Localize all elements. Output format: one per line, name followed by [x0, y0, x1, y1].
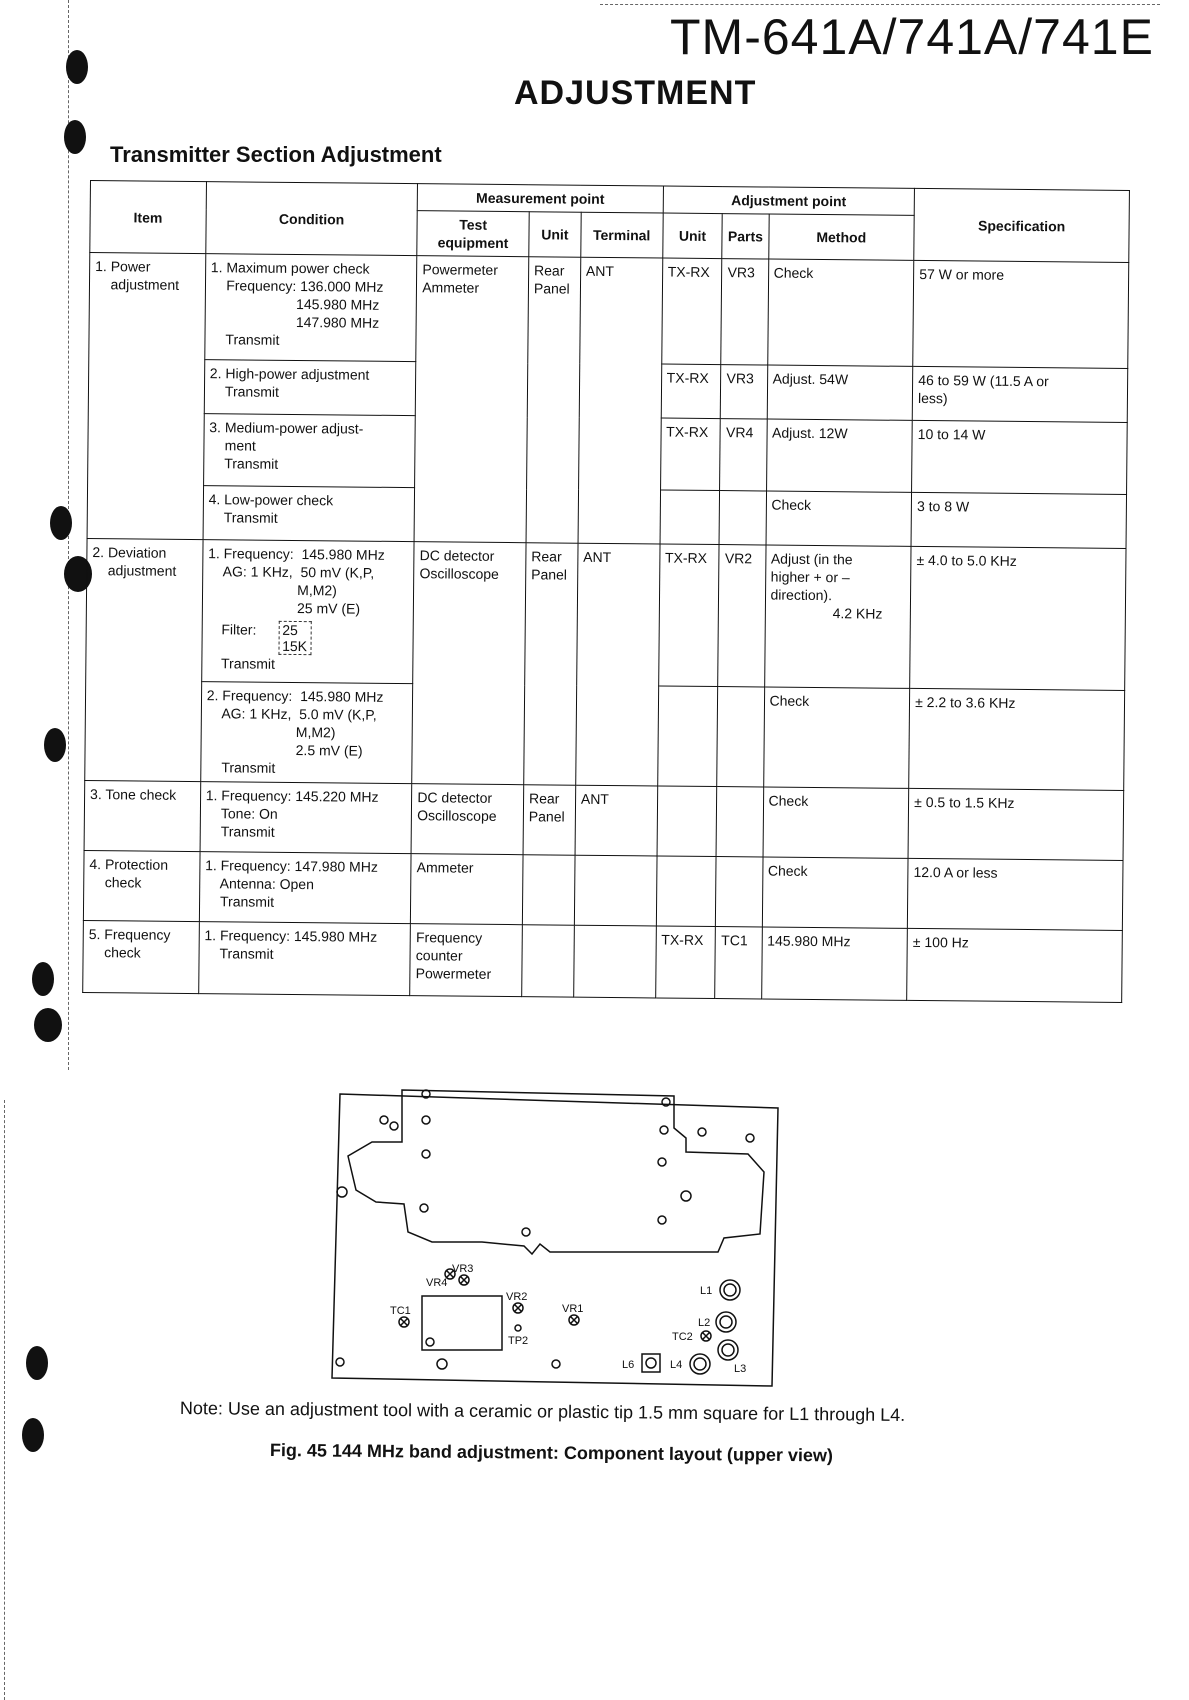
spec-deviation-2: ± 2.2 to 3.6 KHz: [915, 693, 1016, 711]
model-title: TM-641A/741A/741E: [670, 9, 1154, 65]
page-heading: ADJUSTMENT: [514, 74, 757, 112]
label-l4: L4: [670, 1359, 683, 1371]
trimmer-vr2: [513, 1303, 523, 1313]
filter-box: [278, 621, 311, 655]
terminal-power: ANT: [585, 262, 615, 280]
trimmer-tc1: [399, 1317, 409, 1327]
condition-max-power: 1. Maximum power check Frequency: 136.000 MHz 145.980 MHz 147.980 MHz Transmit: [210, 259, 384, 348]
header-unit: Unit: [529, 212, 581, 257]
coil-l6: [642, 1354, 660, 1372]
header-terminal: Terminal: [581, 212, 663, 258]
equipment-protection: Ammeter: [416, 859, 474, 876]
scan-edge-top: [600, 4, 1160, 5]
trimmer-tc2: [701, 1331, 711, 1341]
unit-tone: Rear Panel: [528, 790, 565, 825]
transmitter-adjustment-table: [82, 180, 1130, 1003]
label-l2: L2: [698, 1317, 711, 1329]
component-layout-diagram: [326, 1082, 816, 1392]
part-medium-power: VR4: [726, 424, 754, 441]
method-max-power: Check: [773, 264, 814, 281]
punch-hole: [50, 506, 72, 540]
adj-unit-protection-empty: [656, 856, 717, 927]
unit-power: Rear Panel: [533, 262, 570, 297]
test-point-tp2: [515, 1325, 521, 1331]
figure-caption: Fig. 45 144 MHz band adjustment: Component layout (upper view): [269, 1440, 834, 1466]
item-frequency-check: 5. Frequency check: [88, 926, 171, 961]
header-item: Item: [90, 181, 206, 254]
label-tp2: TP2: [508, 1335, 529, 1347]
part-tone-empty: [717, 787, 764, 857]
method-high-power: Adjust. 54W: [772, 370, 849, 388]
header-parts: Parts: [722, 214, 768, 259]
part-deviation: VR2: [724, 550, 753, 567]
equipment-frequency: Frequency counter Powermeter: [415, 929, 492, 982]
condition-frequency: 1. Frequency: 145.980 MHz Transmit: [204, 927, 378, 962]
header-adjustment-point: Adjustment point: [663, 186, 915, 215]
adj-unit-low-power-empty: [660, 490, 720, 545]
unit-protection-empty: [522, 855, 575, 925]
part-max-power: VR3: [727, 264, 755, 281]
part-high-power: VR3: [726, 370, 754, 387]
shield-outline: [348, 1090, 764, 1254]
label-vr1: VR1: [562, 1303, 584, 1315]
coil-l2: [716, 1312, 736, 1332]
board-outline: [332, 1094, 778, 1386]
spec-deviation-1: ± 4.0 to 5.0 KHz: [916, 551, 1017, 569]
punch-hole: [22, 1418, 44, 1452]
trimmer-vr3: [459, 1275, 469, 1285]
label-tc2: TC2: [672, 1331, 693, 1343]
condition-tone: 1. Frequency: 145.220 MHz Tone: On Transmit: [205, 787, 379, 840]
filter-label: Filter:: [221, 621, 257, 638]
punch-hole: [66, 50, 88, 84]
unit-deviation: Rear Panel: [531, 548, 568, 583]
equipment-tone: DC detector Oscilloscope: [417, 789, 497, 824]
condition-low-power: 4. Low-power check Transmit: [208, 491, 334, 526]
condition-medium-power: 3. Medium-power adjust- ment Transmit: [208, 419, 364, 472]
method-medium-power: Adjust. 12W: [772, 424, 848, 442]
unit-frequency-empty: [522, 925, 575, 997]
terminal-tone: ANT: [580, 790, 609, 808]
adj-unit-max-power: TX-RX: [667, 263, 710, 280]
part-deviation-2-empty: [717, 687, 764, 787]
condition-protection: 1. Frequency: 147.980 MHz Antenna: Open Transmit: [204, 857, 378, 910]
spec-high-power: 46 to 59 W (11.5 A or less): [917, 371, 1049, 407]
part-frequency: TC1: [721, 932, 748, 949]
header-measurement-point: Measurement point: [418, 184, 664, 213]
label-tc1: TC1: [390, 1305, 411, 1317]
header-method: Method: [768, 214, 914, 260]
coil-l1: [720, 1280, 740, 1300]
coil-l4: [690, 1354, 710, 1374]
trimmer-vr1: [569, 1315, 579, 1325]
label-l1: L1: [700, 1285, 713, 1297]
condition-deviation-2: 2. Frequency: 145.980 MHz AG: 1 KHz, 5.0 mV (K,P, M,M2) 2.5 mV (E) Transmit: [205, 687, 384, 776]
terminal-protection-empty: [574, 855, 656, 926]
coil-l3: [718, 1340, 738, 1360]
label-vr3: VR3: [452, 1263, 474, 1275]
adj-unit-frequency: TX-RX: [661, 931, 704, 948]
spec-max-power: 57 W or more: [919, 265, 1005, 283]
spec-tone: ± 0.5 to 1.5 KHz: [914, 793, 1015, 811]
punch-hole: [64, 120, 86, 154]
adj-unit-deviation: TX-RX: [664, 549, 708, 566]
adjustment-note: Note: Use an adjustment tool with a ceramic or plastic tip 1.5 mm square for L1 through L4.: [179, 1398, 906, 1425]
equipment-deviation: DC detector Oscilloscope: [419, 547, 499, 582]
method-deviation-2: Check: [769, 692, 810, 709]
filter-option-25: 25: [282, 621, 298, 639]
label-l6: L6: [622, 1359, 635, 1371]
adj-unit-high-power: TX-RX: [666, 369, 709, 386]
condition-deviation-1-transmit: Transmit: [220, 655, 276, 672]
adj-unit-medium-power: TX-RX: [666, 423, 709, 440]
spec-medium-power: 10 to 14 W: [917, 425, 986, 443]
item-deviation-adjustment: 2. Deviation adjustment: [92, 544, 177, 579]
punch-hole: [34, 1008, 62, 1042]
part-protection-empty: [716, 857, 763, 927]
header-condition: Condition: [205, 182, 417, 256]
punch-hole: [26, 1346, 48, 1380]
filter-option-15k: 15K: [282, 637, 308, 655]
condition-deviation-1: 1. Frequency: 145.980 MHz AG: 1 KHz, 50 mV (K,P, M,M2) 25 mV (E): [207, 545, 385, 617]
header-test-equipment: Test equipment: [417, 211, 529, 257]
header-specification: Specification: [914, 188, 1130, 262]
item-tone-check: 3. Tone check: [90, 786, 177, 803]
header-adj-unit: Unit: [662, 213, 722, 259]
label-vr2: VR2: [506, 1291, 528, 1303]
item-protection-check: 4. Protection check: [89, 856, 169, 891]
terminal-deviation: ANT: [583, 548, 612, 566]
adj-unit-deviation-2-empty: [657, 686, 718, 787]
section-title: Transmitter Section Adjustment: [110, 142, 442, 167]
scan-edge-left-lower: [4, 1100, 5, 1700]
spec-frequency: ± 100 Hz: [912, 933, 969, 951]
item-power-adjustment: 1. Power adjustment: [94, 258, 180, 293]
method-frequency: 145.980 MHz: [767, 932, 851, 950]
condition-high-power: 2. High-power adjustment Transmit: [209, 365, 370, 400]
adj-unit-tone-empty: [657, 786, 718, 857]
method-tone: Check: [768, 792, 809, 809]
label-l3: L3: [734, 1363, 747, 1375]
spec-low-power: 3 to 8 W: [916, 497, 970, 515]
method-protection: Check: [767, 862, 808, 879]
spec-protection: 12.0 A or less: [913, 863, 998, 881]
part-low-power-empty: [719, 491, 766, 545]
equipment-power: Powermeter Ammeter: [422, 261, 498, 296]
terminal-frequency-empty: [574, 925, 656, 998]
method-deviation-1: Adjust (in the higher + or – direction). 4.2 KHz: [770, 550, 883, 622]
method-low-power: Check: [771, 496, 812, 513]
punch-hole: [32, 962, 54, 996]
punch-hole: [44, 728, 66, 762]
label-vr4: VR4: [426, 1277, 448, 1289]
